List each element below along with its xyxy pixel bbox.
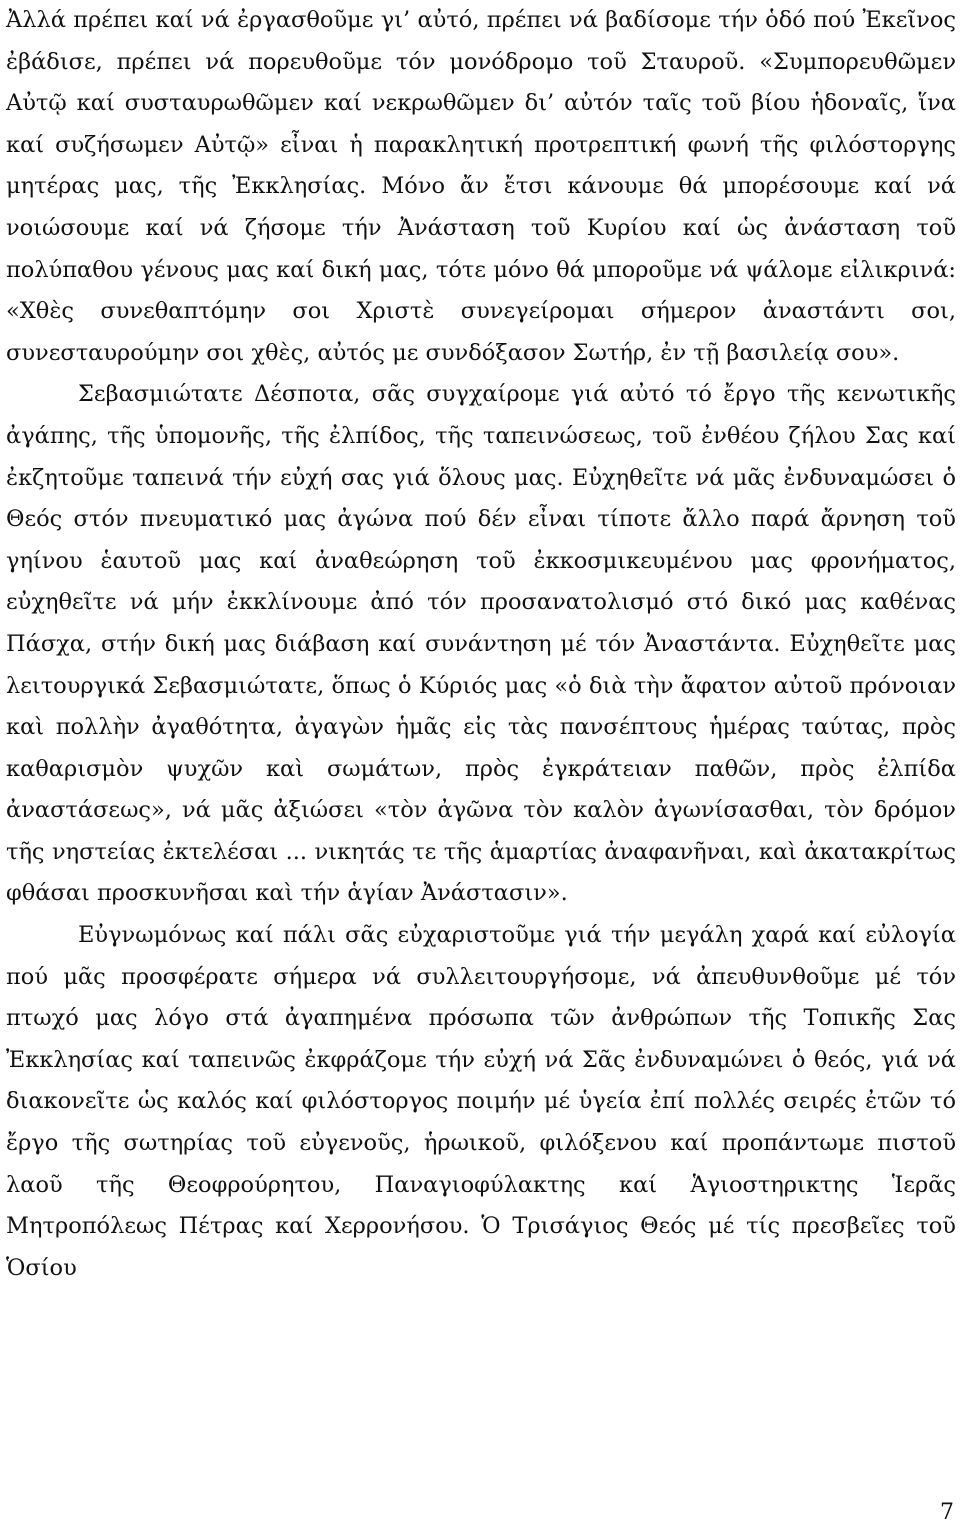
paragraph-1: Ἀλλά πρέπει καί νά ἐργασθοῦμε γι’ αὐτό, πρέπει νά βαδίσομε τήν ὁδό πού Ἐκεῖνος ἐβάδισε, πρέπει νά πορευθοῦμε τόν μονόδρομο τοῦ Σταυροῦ. «Συμπορευθῶμεν Αὐτῷ καί συσταυρωθῶμεν καί νεκρωθῶμεν δι’ αὐτόν ταῖς τοῦ βίου ἡδοναῖς, ἵνα καί συζήσωμεν Αὐτῷ» εἶναι ἡ παρακλητική προτρεπτική φωνή τῆς φιλόστοργης μητέρας μας, τῆς Ἐκκλησίας. Μόνο ἄν ἔτσι κάνουμε θά μπορέσουμε καί νά νοιώσουμε καί νά ζήσομε τήν Ἀνάσταση τοῦ Κυρίου καί ὡς ἀνάσταση τοῦ πολύπαθου γένους μας καί δική μας, τότε μόνο θά μποροῦμε νά ψάλομε εἰλικρινά: «Χθὲς συνεθαπτόμην σοι Χριστὲ συνεγείρομαι σήμερον ἀναστάντι σοι, συνεσταυρούμην σοι χθὲς, αὐτός με συνδόξασον Σωτήρ, ἐν τῇ βασιλείᾳ σου». xyxy=(6,7,956,366)
paragraph-2: Σεβασμιώτατε Δέσποτα, σᾶς συγχαίρομε γιά αὐτό τό ἔργο τῆς κενωτικῆς ἀγάπης, τῆς ὑπομονῆς, τῆς ἐλπίδος, τῆς ταπεινώσεως, τοῦ ἐνθέου ζήλου Σας καί ἐκζητοῦμε ταπεινά τήν εὐχή σας γιά ὅλους μας. Εὐχηθεῖτε νά μᾶς ἐνδυναμώσει ὁ Θεός στόν πνευματικό μας ἀγώνα πού δέν εἶναι τίποτε ἄλλο παρά ἄρνηση τοῦ γηίνου ἑαυτοῦ μας καί ἀναθεώρηση τοῦ ἐκκοσμικευμένου μας φρονήματος, εὐχηθεῖτε νά μήν ἐκκλίνουμε ἀπό τόν προσανατολισμό στό δικό μας καθένας Πάσχα, στήν δική μας διάβαση καί συνάντηση μέ τόν Ἀναστάντα. Εὐχηθεῖτε μας λειτουργικά Σεβασμιώτατε, ὅπως ὁ Κύριός μας «ὁ διὰ τὴν ἄφατον αὐτοῦ πρόνοιαν καὶ πολλὴν ἀγαθότητα, ἀγαγὼν ἡμᾶς εἰς τὰς πανσέπτους ἡμέρας ταύτας, πρὸς καθαρισμὸν ψυχῶν καὶ σωμάτων, πρὸς ἐγκράτειαν παθῶν, πρὸς ἐλπίδα ἀναστάσεως», νά μᾶς ἀξιώσει «τὸν ἀγῶνα τὸν καλὸν ἀγωνίσασθαι, τὸν δρόμον τῆς νηστείας ἐκτελέσαι ... νικητάς τε τῆς ἁμαρτίας ἀναφανῆναι, καὶ ἀκατακρίτως φθάσαι προσκυνῆσαι καὶ τήν ἁγίαν Ἀνάστασιν». xyxy=(6,381,956,907)
document-page xyxy=(6,0,956,1289)
paragraph-3: Εὐγνωμόνως καί πάλι σᾶς εὐχαριστοῦμε γιά τήν μεγάλη χαρά καί εὐλογία πού μᾶς προσφέρατε σήμερα νά συλλειτουργήσομε, νά ἀπευθυνθοῦμε μέ τόν πτωχό μας λόγο στά ἀγαπημένα πρόσωπα τῶν ἀνθρώπων τῆς Τοπικῆς Σας Ἐκκλησίας καί ταπεινῶς ἐκφράζομε τήν εὐχή νά Σᾶς ἐνδυναμώνει ὁ θεός, γιά νά διακονεῖτε ὡς καλός καί φιλόστοργος ποιμήν μέ ὑγεία ἐπί πολλές σειρές ἐτῶν τό ἔργο τῆς σωτηρίας τοῦ εὐγενοῦς, ἡρωικοῦ, φιλόξενου καί προπάντωμε πιστοῦ λαοῦ τῆς Θεοφρούρητου, Παναγιοφύλακτης καί Ἁγιοστηρικτης Ἱερᾶς Μητροπόλεως Πέτρας καί Χερρονήσου. Ὁ Τρισάγιος Θεός μέ τίς πρεσβεῖες τοῦ Ὁσίου xyxy=(6,922,956,1281)
page-number: 7 xyxy=(940,1500,954,1525)
